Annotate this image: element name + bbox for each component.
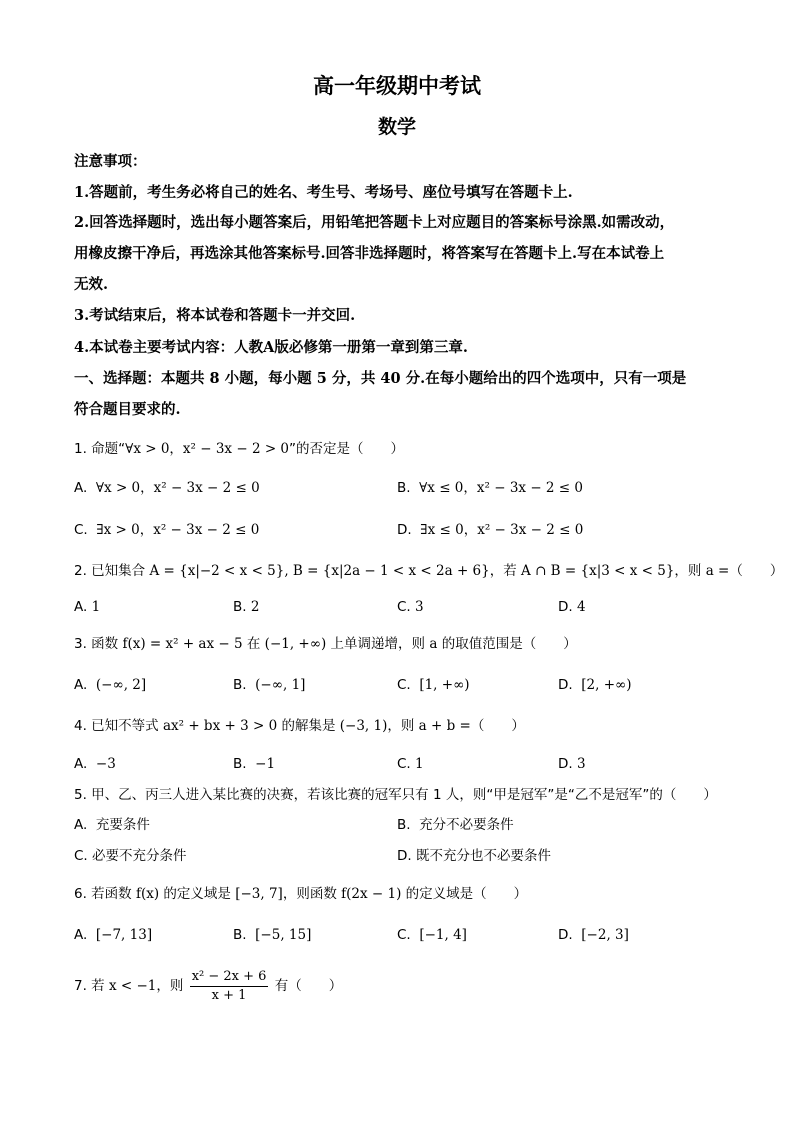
- q5-option-b: B. 充分不必要条件: [397, 817, 514, 833]
- question-7-stem: 7. 若 x < −1，则 $\frac{\text{x² − 2x + 6}}{x + 1}$ 有（ ）: [74, 968, 343, 1003]
- q4-option-c: C. 1: [397, 756, 424, 772]
- exam-subject: 数学: [377, 116, 416, 138]
- q4-option-b: B. −1: [233, 756, 276, 772]
- q2-option-b: B. 2: [233, 599, 260, 615]
- q3-math-2: (−1, +∞): [264, 636, 327, 652]
- q2-option-d: D. 4: [558, 599, 586, 615]
- q4-math-1: ax² + bx + 3 > 0: [162, 718, 278, 734]
- note-2-line-2: 用橡皮擦干净后，再选涂其他答案标号.回答非选择题时，将答案写在答题卡上.写在本试卷上: [74, 245, 665, 262]
- q3-math-1: f(x) = x² + ax − 5: [122, 636, 243, 652]
- q1-pre: 1. 命题“: [74, 441, 126, 457]
- q1-option-c: C. ∃x > 0，x² − 3x − 2 ≤ 0: [74, 522, 260, 538]
- q2-option-c: C. 3: [397, 599, 424, 615]
- q2-math-3: a =: [705, 563, 730, 579]
- note-3: 3.考试结束后，将本试卷和答题卡一并交回.: [74, 307, 356, 324]
- q5-option-a: A. 充要条件: [74, 817, 150, 833]
- q6-option-d: D. [−2, 3]: [558, 927, 629, 943]
- q1-option-a: A. ∀x > 0，x² − 3x − 2 ≤ 0: [74, 480, 260, 496]
- q3-option-b: B. (−∞, 1]: [233, 677, 306, 693]
- q3-option-a: A. (−∞, 2]: [74, 677, 147, 693]
- notes-heading: 注意事项：: [74, 153, 147, 170]
- q3-option-c: C. [1, +∞): [397, 677, 470, 693]
- q6-option-c: C. [−1, 4]: [397, 927, 467, 943]
- q7-fraction-numerator: x² − 2x + 6: [190, 968, 269, 987]
- q2-option-a: A. 1: [74, 599, 101, 615]
- q4-math-2: (−3, 1): [339, 718, 388, 734]
- note-2-line-3: 无效.: [74, 276, 109, 293]
- q6-option-b: B. [−5, 15]: [233, 927, 312, 943]
- question-6-stem: 6. 若函数 f(x) 的定义域是 [−3, 7]，则函数 f(2x − 1) 的定义域是（ ）: [74, 886, 528, 902]
- question-3-stem: 3. 函数 f(x) = x² + ax − 5 在 (−1, +∞) 上单调递增，则 a 的取值范围是（ ）: [74, 636, 577, 652]
- note-1: 1.答题前，考生务必将自己的姓名、考生号、考场号、座位号填写在答题卡上.: [74, 184, 573, 201]
- section-1-heading-line-2: 符合题目要求的.: [74, 401, 181, 418]
- q3-math-3: a: [429, 636, 438, 652]
- q4-option-a: A. −3: [74, 756, 116, 772]
- q7-fraction: [190, 968, 269, 1005]
- question-4-stem: 4. 已知不等式 ax² + bx + 3 > 0 的解集是 (−3, 1)，则 a + b =（ ）: [74, 718, 525, 734]
- q7-math-1: x < −1: [108, 978, 157, 994]
- q1-option-b: B. ∀x ≤ 0，x² − 3x − 2 ≤ 0: [397, 480, 583, 496]
- q3-option-d: D. [2, +∞): [558, 677, 632, 693]
- q4-math-3: a + b =: [418, 718, 471, 734]
- q2-math-1: A = {x|−2 < x < 5}, B = {x|2a − 1 < x < 2a + 6}: [149, 563, 490, 579]
- exam-title: 高一年级期中考试: [313, 73, 481, 98]
- q6-math-2: [−3, 7]: [235, 886, 283, 902]
- q4-option-d: D. 3: [558, 756, 586, 772]
- question-1-stem: [74, 439, 404, 459]
- q2-math-2: A ∩ B = {x|3 < x < 5}: [521, 563, 675, 579]
- note-4: 4.本试卷主要考试内容：人教A版必修第一册第一章到第三章.: [74, 339, 468, 356]
- section-1-heading-line-1: 一、选择题：本题共 8 小题，每小题 5 分，共 40 分.在每小题给出的四个选项中，只有一项是: [74, 370, 687, 387]
- q1-math-2: x² − 3x − 2 > 0: [182, 441, 290, 457]
- q1-sep: ，: [169, 441, 183, 457]
- question-5-stem: 5. 甲、乙、丙三人进入某比赛的决赛，若该比赛的冠军只有 1 人，则“甲是冠军”是“乙不是冠军”的（ ）: [74, 787, 717, 803]
- note-2-line-1: 2.回答选择题时，选出每小题答案后，用铅笔把答题卡上对应题目的答案标号涂黑.如需改动，: [74, 214, 675, 231]
- q7-fraction-denominator: x + 1: [211, 987, 247, 1003]
- q1-post: ”的否定是（ ）: [289, 441, 405, 457]
- q6-math-3: f(2x − 1): [341, 886, 402, 902]
- q5-option-c: C. 必要不充分条件: [74, 848, 187, 864]
- q6-option-a: A. [−7, 13]: [74, 927, 153, 943]
- q6-math-1: f(x): [135, 886, 160, 902]
- question-2-stem: 2. 已知集合 A = {x|−2 < x < 5}, B = {x|2a − 1 < x < 2a + 6}，若 A ∩ B = {x|3 < x < 5}，则 a =（ ）: [74, 563, 784, 579]
- q5-option-d: D. 既不充分也不必要条件: [397, 848, 551, 864]
- q1-option-d: D. ∃x ≤ 0，x² − 3x − 2 ≤ 0: [397, 522, 584, 538]
- q1-math-1: ∀x > 0: [125, 441, 170, 457]
